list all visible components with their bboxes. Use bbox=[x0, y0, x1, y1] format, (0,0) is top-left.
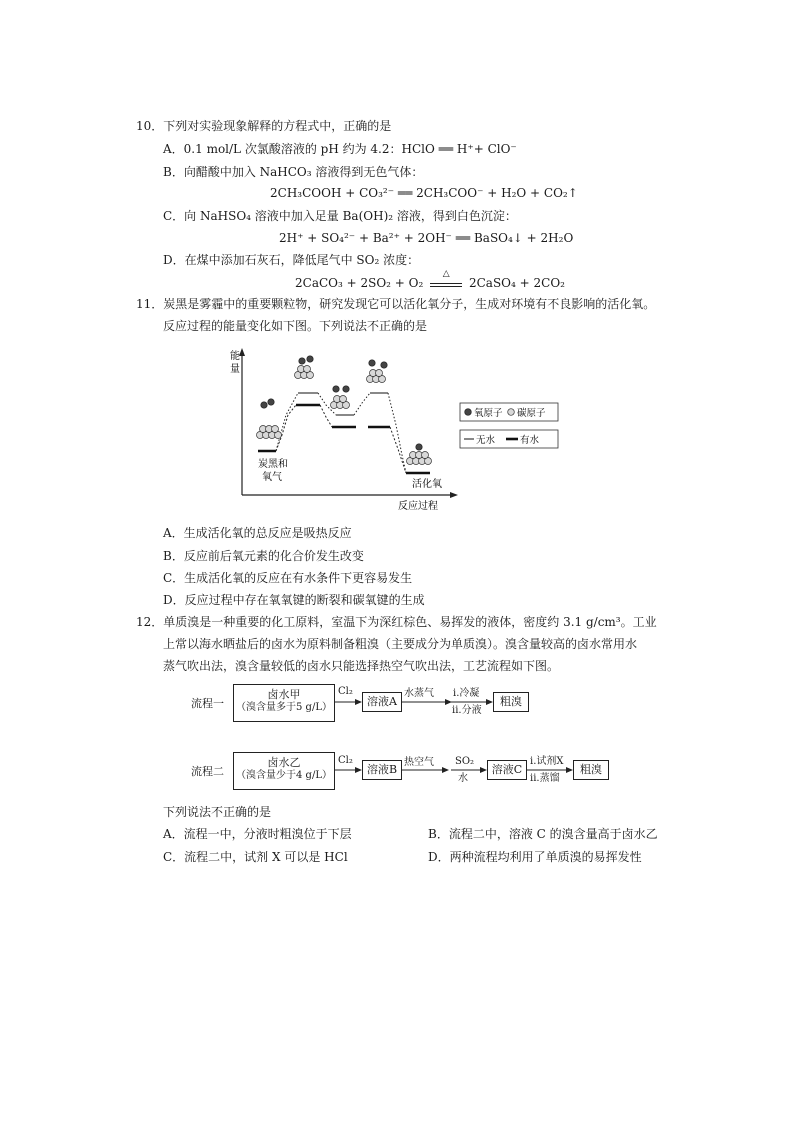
legend-carbon-label: 碳原子 bbox=[517, 408, 546, 419]
q10-option-a: A．0.1 mol/L 次氯酸溶液的 pH 约为 4.2：HClO ══ H⁺+ ClO⁻ bbox=[163, 142, 517, 156]
path-3-nowater bbox=[354, 393, 370, 415]
ts2-cluster bbox=[367, 360, 388, 383]
q10-option-c: C．向 NaHSO₄ 溶液中加入足量 Ba(OH)₂ 溶液，得到白色沉淀： bbox=[163, 209, 517, 223]
q12-option-d: D．两种流程均利用了单质溴的易挥发性 bbox=[428, 850, 642, 864]
q10-stem: 10．下列对实验现象解释的方程式中，正确的是 bbox=[136, 119, 392, 133]
q10-c-equation: 2H⁺ + SO₄²⁻ + Ba²⁺ + 2OH⁻ ══ BaSO₄↓ + 2H₂O bbox=[279, 231, 574, 245]
flow-2-arrow2-label: 热空气 bbox=[404, 757, 434, 768]
flow-2-arrow4-top-label: i.试剂X bbox=[530, 756, 564, 767]
oxygen-molecule bbox=[261, 399, 274, 408]
q11-option-c: C．生成活化氧的反应在有水条件下更容易发生 bbox=[163, 571, 413, 585]
carbon-black-cluster bbox=[257, 426, 282, 439]
q10-option-d: D．在煤中添加石灰石，降低尾气中 SO₂ 浓度： bbox=[163, 253, 420, 267]
q10-d-equation bbox=[295, 269, 565, 290]
flow-2-crude-bromine-box: 粗溴 bbox=[573, 760, 609, 780]
q12-stem-line3: 蒸气吹出法，溴含量较低的卤水只能选择热空气吹出法，工艺流程如下图。 bbox=[163, 659, 560, 673]
q12-stem-line1: 12．单质溴是一种重要的化工原料，室温下为深红棕色、易挥发的液体，密度约 3.1 g/cm³。工业 bbox=[136, 615, 657, 629]
flow-1-arrow1-label: Cl₂ bbox=[338, 686, 353, 697]
flow-1-crude-bromine-box: 粗溴 bbox=[493, 692, 529, 712]
q11-option-a: A．生成活化氧的总反应是吸热反应 bbox=[163, 526, 352, 540]
legend-oxygen-label: 氧原子 bbox=[474, 408, 503, 419]
flow-2-label: 流程二 bbox=[191, 765, 224, 778]
flow-1-solution-a-box: 溶液A bbox=[362, 692, 402, 712]
activated-oxygen-cluster bbox=[407, 444, 432, 465]
flow-1-arrow3-top-label: i.冷凝 bbox=[453, 688, 480, 699]
q11-stem-line1: 11．炭黑是雾霾中的重要颗粒物，研究发现它可以活化氧分子，生成对环境有不良影响的活化氧。 bbox=[136, 297, 656, 311]
flow-2-arrow3-top-label: SO₂ bbox=[455, 756, 475, 767]
q12-option-a: A．流程一中，分液时粗溴位于下层 bbox=[163, 827, 352, 841]
flow-2-solution-c-box: 溶液C bbox=[487, 760, 527, 780]
flow-2-arrow3-bottom-label: 水 bbox=[458, 773, 468, 784]
q12-stem-line2: 上常以海水晒盐后的卤水为原料制备粗溴（主要成分为单质溴）。溴含量较高的卤水常用水 bbox=[163, 637, 638, 651]
y-axis-label-2: 量 bbox=[230, 364, 240, 375]
flow-2-solution-b-box: 溶液B bbox=[362, 760, 402, 780]
q12-option-c: C．流程二中，试剂 X 可以是 HCl bbox=[163, 850, 348, 864]
y-axis-label-1: 能 bbox=[230, 351, 240, 362]
legend-water-label: 有水 bbox=[520, 435, 540, 446]
heat-condition-icon: △ bbox=[442, 269, 450, 279]
start-label-line1: 炭黑和 bbox=[258, 459, 288, 470]
flow-2-arrow1-label: Cl₂ bbox=[338, 755, 353, 766]
q11-stem-line2: 反应过程的能量变化如下图。下列说法不正确的是 bbox=[163, 319, 428, 333]
end-label: 活化氧 bbox=[412, 479, 442, 490]
ts1-cluster bbox=[295, 356, 314, 379]
x-axis-arrow-icon bbox=[450, 492, 458, 498]
flow-1-brine-content: （溴含量多于5 g/L） bbox=[236, 701, 332, 713]
intermediate-cluster bbox=[331, 386, 350, 409]
path-4-nowater bbox=[388, 393, 406, 473]
start-label-line2: 氧气 bbox=[262, 472, 282, 483]
path-1-water bbox=[276, 405, 296, 451]
flow-2-brine-content: （溴含量少于4 g/L） bbox=[236, 769, 332, 781]
flow-arrows bbox=[330, 690, 580, 790]
path-2-water bbox=[320, 405, 332, 427]
q12-option-b: B．流程二中，溶液 C 的溴含量高于卤水乙 bbox=[428, 827, 658, 841]
flow-1-brine-box bbox=[233, 684, 335, 722]
flow-1-brine-name: 卤水甲 bbox=[267, 688, 301, 701]
q11-option-b: B．反应前后氧元素的化合价发生改变 bbox=[163, 549, 364, 563]
q10-b-equation: 2CH₃COOH + CO₃²⁻ ══ 2CH₃COO⁻ + H₂O + CO₂↑ bbox=[270, 186, 578, 200]
q12-prompt: 下列说法不正确的是 bbox=[163, 805, 272, 819]
flow-2-arrow4-bottom-label: ii.蒸馏 bbox=[530, 773, 560, 784]
q10-option-b: B．向醋酸中加入 NaHCO₃ 溶液得到无色气体： bbox=[163, 165, 424, 179]
energy-profile-figure bbox=[226, 345, 566, 517]
carbon-atom-icon bbox=[508, 409, 515, 416]
flow-1-arrow3-bottom-label: ii.分液 bbox=[452, 705, 482, 716]
q10-d-eq-right: 2CaSO₄ + 2CO₂ bbox=[468, 276, 565, 290]
flow-1-label: 流程一 bbox=[191, 697, 224, 710]
x-axis-label: 反应过程 bbox=[398, 501, 438, 512]
oxygen-atom-icon bbox=[465, 409, 472, 416]
q10-d-eq-left: 2CaCO₃ + 2SO₂ + O₂ bbox=[295, 276, 424, 290]
flow-2-brine-box bbox=[233, 752, 335, 790]
q10-d-eq-arrow bbox=[430, 269, 462, 287]
flow-1-arrow2-label: 水蒸气 bbox=[404, 688, 434, 699]
legend-no-water-label: 无水 bbox=[476, 435, 496, 446]
flow-2-brine-name: 卤水乙 bbox=[267, 756, 301, 769]
q11-option-d: D．反应过程中存在氧氧键的断裂和碳氧键的生成 bbox=[163, 593, 425, 607]
